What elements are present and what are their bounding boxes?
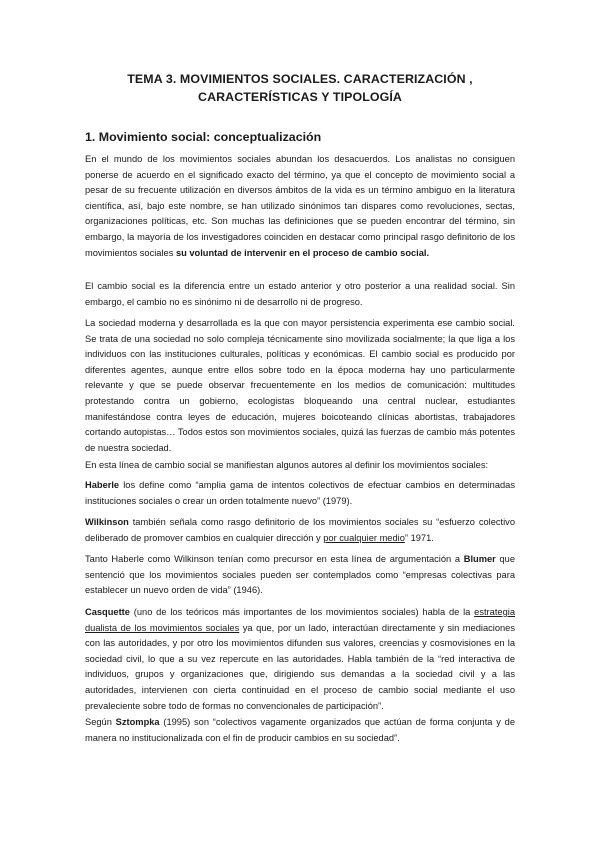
paragraph-casquette-text-a: (uno de los teóricos más importantes de los movimientos sociales) habla de la xyxy=(129,607,475,617)
paragraph-wilkinson-text-a: también señala como rasgo definitorio de los movimientos sociales su “esfuerzo colectivo deliberado de promover cambios en cualquier dirección y xyxy=(85,517,515,543)
author-casquette: Casquette xyxy=(85,607,130,617)
paragraph-1 xyxy=(85,152,515,261)
paragraph-2 xyxy=(85,279,515,310)
paragraph-wilkinson-text-b: ” 1971. xyxy=(404,532,434,543)
section-heading: 1. Movimiento social: conceptualización xyxy=(85,130,322,144)
title-line-1: TEMA 3. MOVIMIENTOS SOCIALES. CARACTERIZACIÓN , xyxy=(127,72,473,86)
paragraph-sztompka-text-a: Según xyxy=(85,717,116,727)
paragraph-blumer-text-b: que sentenció que los movimientos sociales pueden ser contemplados como “empresas colectivas para establecer un nuevo orden de vida” (1946). xyxy=(85,554,515,596)
paragraph-sztompka-text-b: (1995) son “colectivos vagamente organizados que actúan de forma conjunta y de manera no institucionalizada con el fin de producir cambios en su sociedad”. xyxy=(85,717,516,743)
paragraph-blumer xyxy=(85,552,515,599)
paragraph-wilkinson-underline: por cualquier medio xyxy=(323,532,405,543)
author-sztompka: Sztompka xyxy=(115,717,160,727)
page-title xyxy=(100,70,500,106)
author-blumer: Blumer xyxy=(463,554,496,564)
paragraph-3 xyxy=(85,316,515,456)
paragraph-haberle-text: los define como “amplia gama de intentos colectivos de efectuar cambios en determinadas instituciones sociales o crear un orden totalmente nuevo” (1979). xyxy=(85,480,515,506)
paragraph-wilkinson xyxy=(85,515,515,546)
paragraph-blumer-text-a: Tanto Haberle como Wilkinson tenían como precursor en esta línea de argumentación a xyxy=(85,554,464,564)
paragraph-sztompka xyxy=(85,715,515,746)
paragraph-1-text: En el mundo de los movimientos sociales abundan los desacuerdos. Los analistas no consiguen ponerse de acuerdo en el significado exacto del término, ya que el concepto de movimiento social a pesar de su frecuente utilización en diversos ámbitos de la vida es un término ambiguo en la literatura científica, así, bajo este nombre, se han utilizado sinónimos tan dispares como revoluciones, sectas, organizaciones políticas, etc. Son muchas las definiciones que se pueden encontrar del término, sin embargo, la mayoría de los investigadores coinciden en destacar como principal rasgo definitorio de los movimientos sociales xyxy=(85,154,515,258)
paragraph-4 xyxy=(85,458,515,474)
paragraph-1-bold: su voluntad de intervenir en el proceso de cambio social. xyxy=(175,247,430,258)
paragraph-3-text: La sociedad moderna y desarrollada es la que con mayor persistencia experimenta ese cambio social. Se trata de una sociedad no solo compleja técnicamente sino movilizada socialmente; la que liga a los individuos con las instituciones culturales, políticas y económicas. El cambio social es producido por diferentes agentes, aunque entre ellos sobre todo en la época moderna hay uno particularmente relevante y que se puede observar frecuentemente en los medios de comunicación: multitudes protestando contra un gobierno, ecologistas bloqueando una central nuclear, estudiantes manifestándose contra leyes de educación, mujeres boicoteando clínicas abortistas, trabajadores cortando autopistas… Todos estos son movimientos sociales, quizá las fuerzas de cambio más potentes de nuestra sociedad. xyxy=(85,318,515,453)
author-wilkinson: Wilkinson xyxy=(85,517,129,527)
paragraph-casquette xyxy=(85,605,515,714)
paragraph-casquette-underline: estrategia dualista de los movimientos sociales xyxy=(85,607,515,633)
paragraph-haberle xyxy=(85,478,515,509)
author-haberle: Haberle xyxy=(85,480,120,490)
title-line-2: CARACTERÍSTICAS Y TIPOLOGÍA xyxy=(198,90,402,104)
paragraph-casquette-text-b: ya que, por un lado, interactúan directamente y sin mediaciones con las autoridades, y por otro los movimientos difunden sus valores, creencias y cosmovisiones en la sociedad civil, lo que a su vez repercute en las autoridades. Habla también de la “red interactiva de individuos, grupos y organizaciones que, dirigiendo sus demandas a la sociedad civil y a las autoridades, intervienen con cierta continuidad en el proceso de cambio social mediante el uso prevaleciente sobre todo de formas no convencionales de participación”. xyxy=(85,622,516,711)
paragraph-4-text: En esta línea de cambio social se manifiestan algunos autores al definir los movimientos sociales: xyxy=(85,460,489,470)
paragraph-2-text: El cambio social es la diferencia entre un estado anterior y otro posterior a una realidad social. Sin embargo, el cambio no es sinónimo ni de desarrollo ni de progreso. xyxy=(85,281,515,307)
